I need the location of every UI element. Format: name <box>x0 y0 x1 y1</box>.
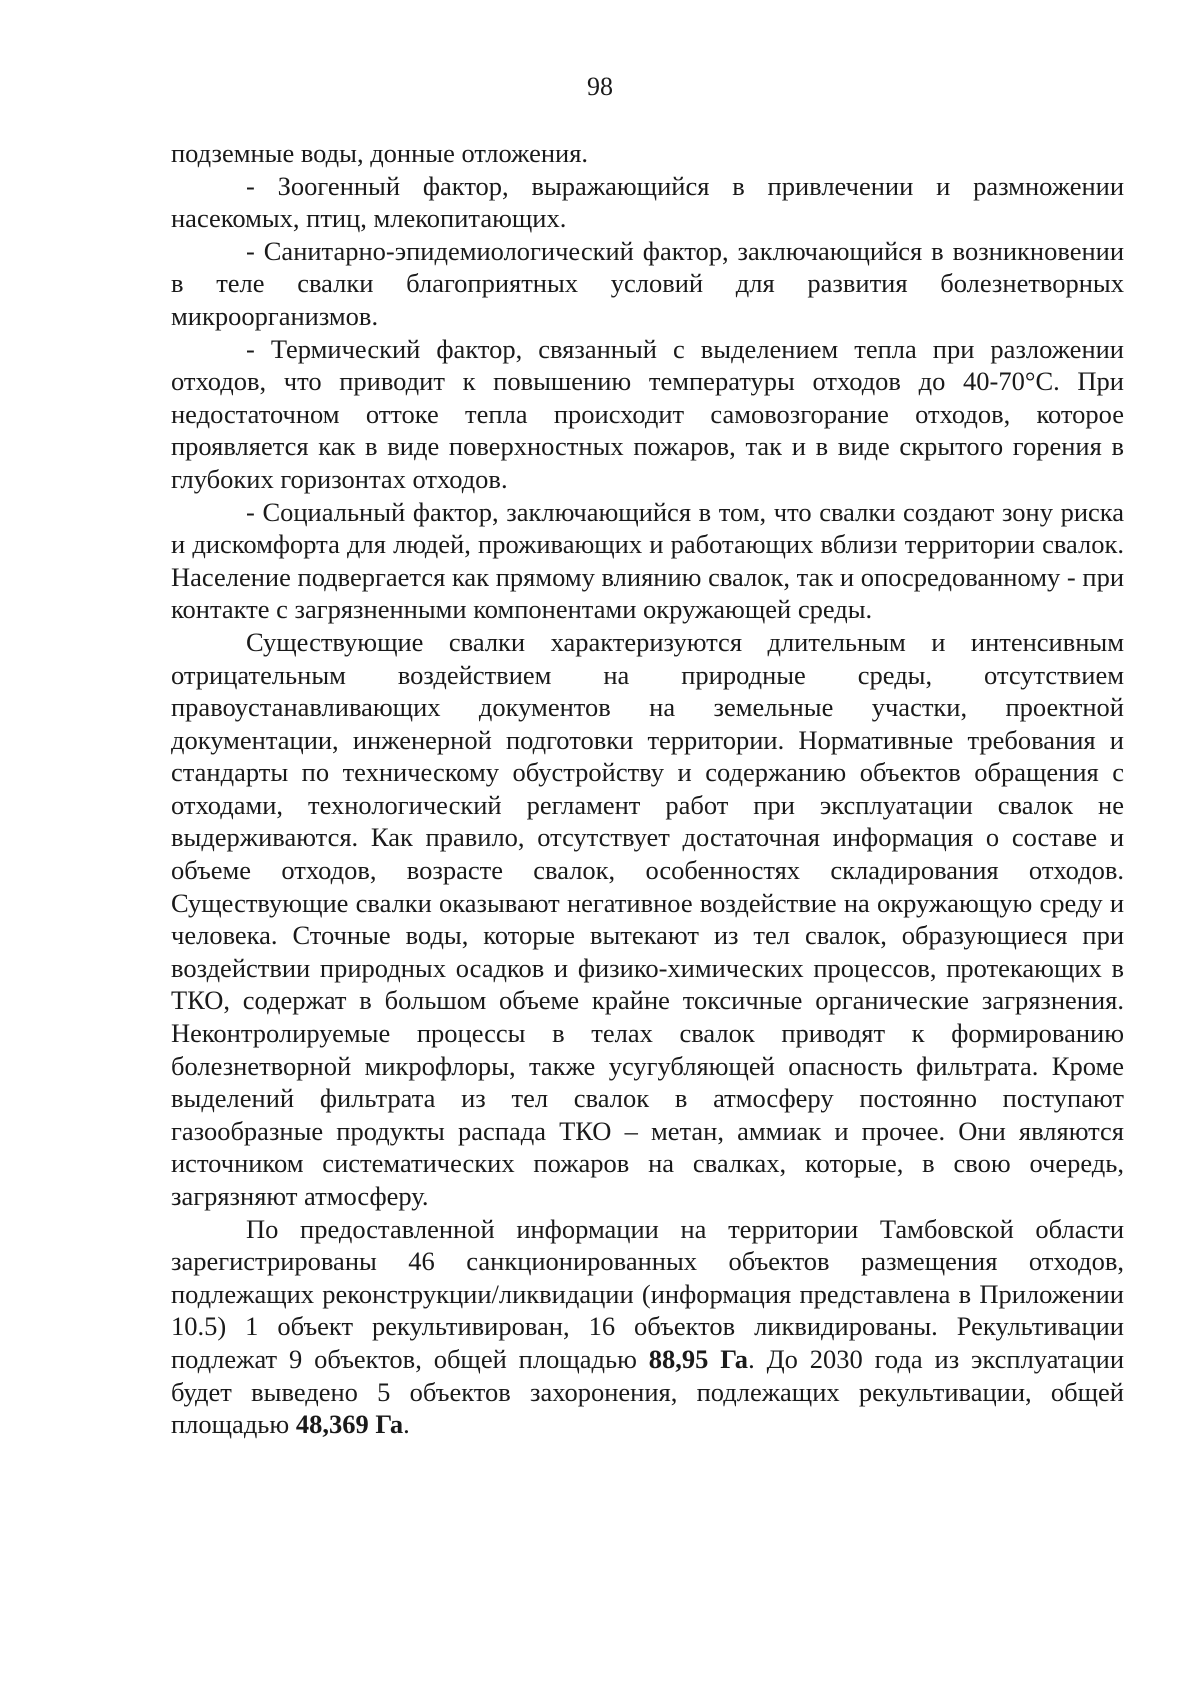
paragraph-social-factor: - Социальный фактор, заключающийся в том, что свалки создают зону риска и дискомфорта для людей, проживающих и работающих вблизи территории свалок. Население подвергается как прямому влиянию свалок, так и опосредованному - при контакте с загрязненными компонентами окружающей среды. <box>171 496 1124 625</box>
paragraph-text-part: . <box>403 1409 410 1440</box>
area-total-recultivation: 88,95 Га <box>648 1343 749 1374</box>
paragraph-groundwater: подземные воды, донные отложения. <box>171 138 589 168</box>
paragraph-sanitary-factor: - Санитарно-эпидемиологический фактор, заключающийся в возникновении в теле свалки благоприятных условий для развития болезнетворных микроорганизмов. <box>171 235 1124 331</box>
document-body <box>171 137 1124 1441</box>
paragraph-text-part: По предоставленной информации на территории Тамбовской области зарегистрированы 46 санкционированных объектов размещения отходов, подлежащих реконструкции/ликвидации (информация представлена в Приложении 10.5) 1 объект рекультивирован, 16 объектов ликвидированы. Рекультивации подлежат 9 объектов, общей площадью <box>171 1213 1124 1374</box>
paragraph-zoogenic-factor: - Зоогенный фактор, выражающийся в привлечении и размножении насекомых, птиц, млекопитающих. <box>171 170 1124 234</box>
paragraph-existing-landfills: Существующие свалки характеризуются длительным и интенсивным отрицательным воздействием на природные среды, отсутствием правоустанавливающих документов на земельные участки, проектной документации, инженерной подготовки территории. Нормативные требования и стандарты по техническому обустройству и содержанию объектов обращения с отходами, технологический регламент работ при эксплуатации свалок не выдерживаются. Как правило, отсутствует достаточная информация о составе и объеме отходов, возрасте свалок, особенностях складирования отходов. Существующие свалки оказывают негативное воздействие на окружающую среду и человека. Сточные воды, которые вытекают из тел свалок, образующиеся при воздействии природных осадков и физико-химических процессов, протекающих в ТКО, содержат в большом объеме крайне токсичные органические загрязнения. Неконтролируемые процессы в телах свалок приводят к формированию болезнетворной микрофлоры, также усугубляющей опасность фильтрата. Кроме выделений фильтрата из тел свалок в атмосферу постоянно поступают газообразные продукты распада ТКО – метан, аммиак и прочее. Они являются источником систематических пожаров на свалках, которые, в свою очередь, загрязняют атмосферу. <box>171 626 1124 1211</box>
paragraph-tambov-objects <box>171 1213 1124 1441</box>
area-decommissioned: 48,369 Га <box>295 1409 404 1440</box>
paragraph-text-part: . До 2030 года из эксплуатации будет выведено 5 объектов захоронения, подлежащих рекультивации, общей площадью <box>171 1343 1124 1440</box>
paragraph-thermal-factor: - Термический фактор, связанный с выделением тепла при разложении отходов, что приводит к повышению температуры отходов до 40-70°С. При недостаточном оттоке тепла происходит самовозгорание отходов, которое проявляется как в виде поверхностных пожаров, так и в виде скрытого горения в глубоких горизонтах отходов. <box>171 333 1124 494</box>
page-number: 98 <box>587 72 613 101</box>
